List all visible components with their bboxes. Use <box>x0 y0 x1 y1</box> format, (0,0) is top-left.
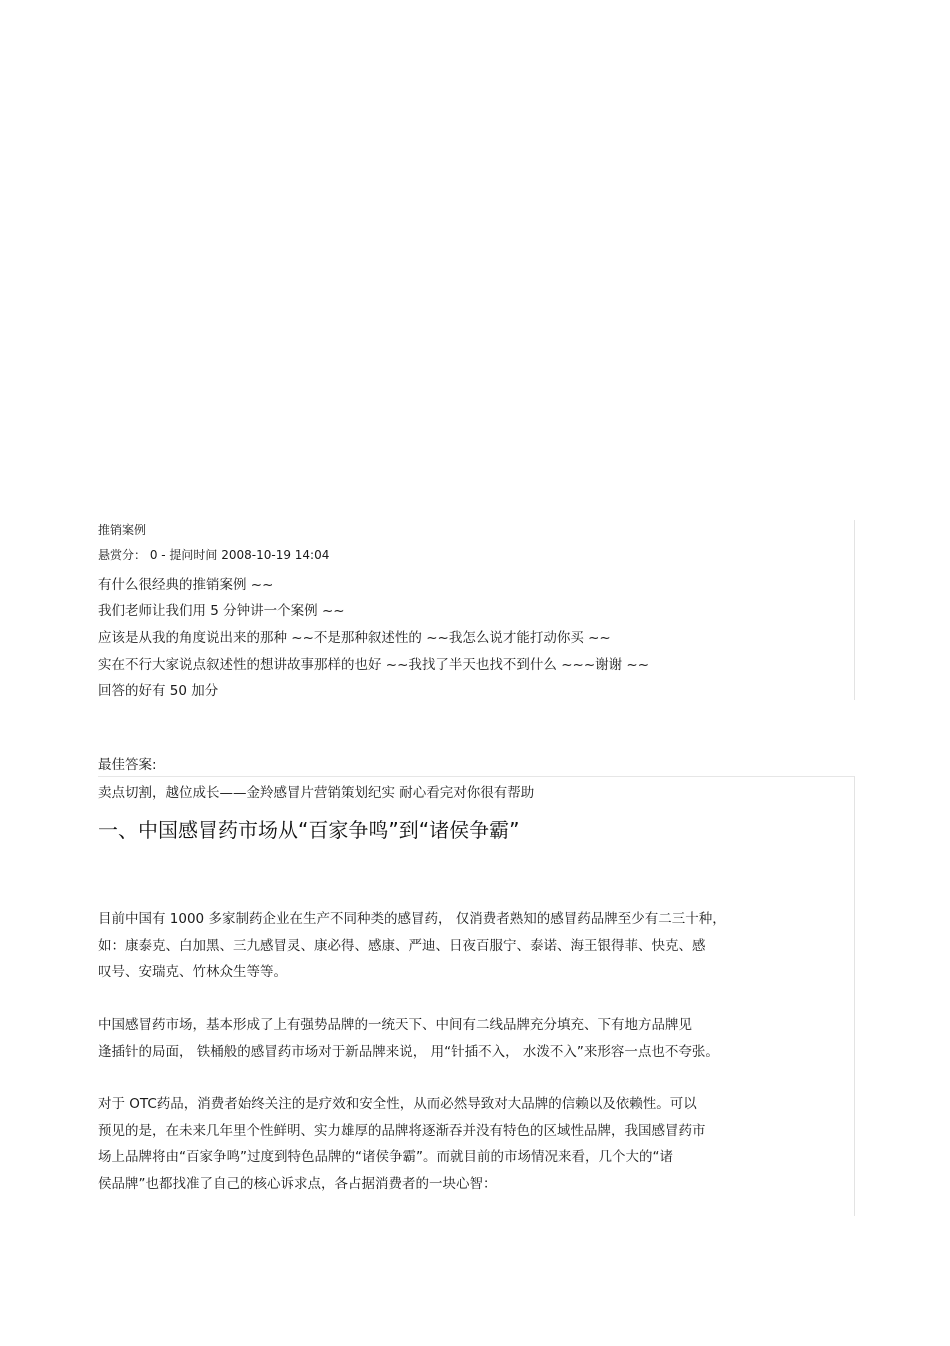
paragraph-line: 中国感冒药市场，基本形成了上有强势品牌的一统天下、中间有二线品牌充分填充、下有地方品牌见 <box>98 1017 692 1033</box>
answer-subtitle: 卖点切割，越位成长——金羚感冒片营销策划纪实 耐心看完对你很有帮助 <box>98 785 535 801</box>
answer-heading: 一、中国感冒药市场从“百家争鸣”到“诸侯争霸” <box>98 818 520 842</box>
paragraph-line: 目前中国有 1000 多家制药企业在生产不同种类的感冒药， 仅消费者熟知的感冒药品牌至少有二三十种， <box>98 911 726 927</box>
paragraph-line: 场上品牌将由“百家争鸣”过度到特色品牌的“诸侯争霸”。而就目前的市场情况来看，几个大的“诸 <box>98 1149 673 1165</box>
question-line: 有什么很经典的推销案例 ~~ <box>98 577 274 593</box>
question-line: 实在不行大家说点叙述性的想讲故事那样的也好 ~~我找了半天也找不到什么 ~~~谢谢 ~~ <box>98 657 650 673</box>
answer-panel-border <box>854 776 855 1216</box>
answer-divider <box>98 776 855 777</box>
question-line: 回答的好有 50 加分 <box>98 683 219 699</box>
paragraph-line: 预见的是，在未来几年里个性鲜明、实力雄厚的品牌将逐渐吞并没有特色的区域性品牌，我国感冒药市 <box>98 1123 706 1139</box>
question-line: 应该是从我的角度说出来的那种 ~~不是那种叙述性的 ~~我怎么说才能打动你买 ~~ <box>98 630 611 646</box>
question-panel-border <box>854 520 855 700</box>
question-line: 我们老师让我们用 5 分钟讲一个案例 ~~ <box>98 603 345 619</box>
paragraph-line: 对于 OTC药品，消费者始终关注的是疗效和安全性，从而必然导致对大品牌的信赖以及依赖性。可以 <box>98 1096 697 1112</box>
paragraph-line: 侯品牌”也都找准了自己的核心诉求点，各占据消费者的一块心智： <box>98 1176 497 1192</box>
paragraph-line: 逢插针的局面， 铁桶般的感冒药市场对于新品牌来说， 用“针插不入， 水泼不入”来形容一点也不夸张。 <box>98 1044 719 1060</box>
question-meta: 悬赏分： 0 - 提问时间 2008-10-19 14:04 <box>98 548 330 562</box>
paragraph-line: 如：康泰克、白加黑、三九感冒灵、康必得、感康、严迪、日夜百服宁、泰诺、海王银得菲、快克、感 <box>98 938 706 954</box>
paragraph-line: 叹号、安瑞克、竹林众生等等。 <box>98 964 287 980</box>
best-answer-label: 最佳答案: <box>98 757 157 773</box>
question-title: 推销案例 <box>98 523 147 537</box>
